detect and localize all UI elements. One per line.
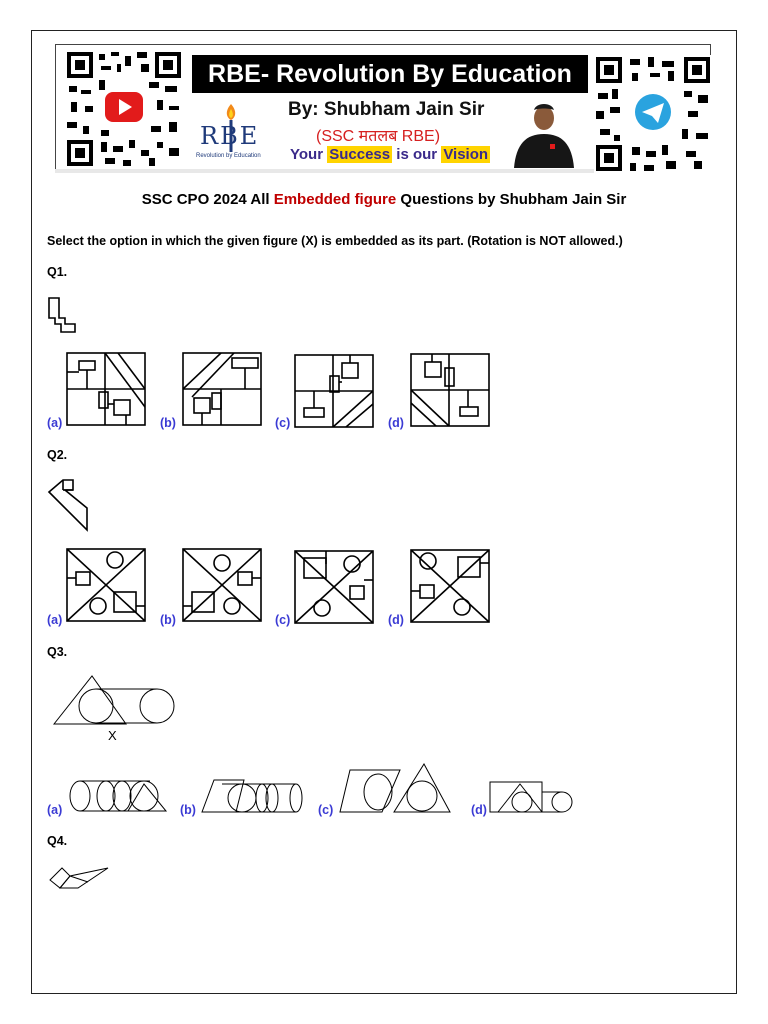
q1-option-a-label[interactable]: (a): [47, 416, 63, 430]
q3-option-c-figure[interactable]: [338, 762, 452, 814]
q1-figure-x: [47, 296, 77, 334]
q3-option-b-label[interactable]: (b): [180, 803, 196, 817]
banner-title: RBE- Revolution By Education: [192, 55, 588, 93]
banner-vision: Your Success is our Vision: [290, 146, 489, 163]
q1-option-d-figure[interactable]: [410, 353, 490, 427]
q2-option-a-label[interactable]: (a): [47, 613, 63, 627]
document-title: SSC CPO 2024 All Embedded figure Questions by Shubham Jain Sir: [141, 191, 627, 208]
q1-option-a-figure[interactable]: [66, 352, 146, 426]
q2-option-a-figure[interactable]: [66, 548, 146, 622]
q3-option-c-label[interactable]: (c): [318, 803, 334, 817]
q4-figure-x: [48, 866, 112, 894]
telegram-qr-code[interactable]: [594, 55, 712, 173]
q3-option-a-label[interactable]: (a): [47, 803, 63, 817]
question-label-q3: Q3.: [47, 645, 68, 659]
q2-option-d-label[interactable]: (d): [388, 613, 404, 627]
q1-option-d-label[interactable]: (d): [388, 416, 404, 430]
q2-option-b-label[interactable]: (b): [160, 613, 176, 627]
page-border: [31, 30, 737, 994]
question-label-q1: Q1.: [47, 265, 68, 279]
logo-letters: RBE: [200, 122, 260, 150]
q1-option-c-figure[interactable]: [294, 354, 374, 428]
q3-figure-x: [50, 674, 180, 730]
q2-option-d-figure[interactable]: [410, 549, 490, 623]
q3-option-d-label[interactable]: (d): [471, 803, 487, 817]
presenter-photo: [508, 100, 580, 168]
banner-tagline: (SSC मतलब RBE): [316, 128, 441, 145]
question-instruction: Select the option in which the given figure (X) is embedded as its part. (Rotation is NOT allowed.): [47, 234, 623, 248]
q3-option-a-figure[interactable]: [66, 778, 172, 814]
q1-option-b-figure[interactable]: [182, 352, 262, 426]
figure-x-label: X: [108, 728, 117, 743]
q2-figure-x: [47, 478, 91, 532]
question-label-q2: Q2.: [47, 448, 68, 462]
question-label-q4: Q4.: [47, 834, 68, 848]
q2-option-c-figure[interactable]: [294, 550, 374, 624]
q1-option-b-label[interactable]: (b): [160, 416, 176, 430]
q1-option-c-label[interactable]: (c): [275, 416, 291, 430]
logo-subtitle: Revolution by Education: [196, 153, 261, 159]
q3-option-d-figure[interactable]: [488, 778, 574, 814]
q3-option-b-figure[interactable]: [200, 776, 304, 814]
q2-option-b-figure[interactable]: [182, 548, 262, 622]
banner-author: By: Shubham Jain Sir: [288, 99, 485, 120]
q2-option-c-label[interactable]: (c): [275, 613, 291, 627]
youtube-qr-code[interactable]: [65, 50, 183, 168]
